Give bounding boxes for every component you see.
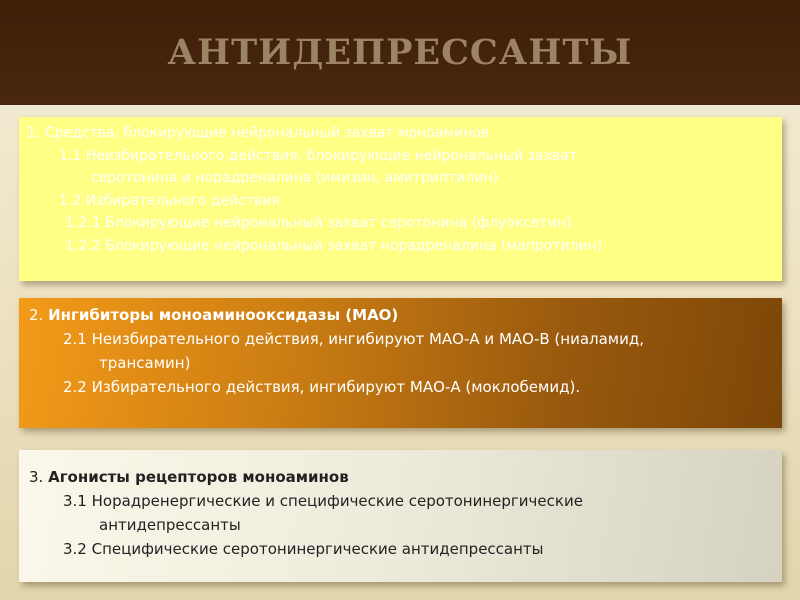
subcategory-1-1: 1.1 Неизбирательного действия, блокирующие нейрональный захват xyxy=(59,147,577,164)
subcategory-3-2: 3.2 Специфические серотонинергические антидепрессанты xyxy=(63,540,544,558)
subcategory-2-1-continued: трансамин) xyxy=(99,354,191,372)
category-block-2 xyxy=(19,298,782,428)
category-number: 2. xyxy=(29,306,49,324)
category-heading-3 xyxy=(29,465,772,489)
title-bar xyxy=(0,0,800,105)
subcategory-3-1-continued: антидепрессанты xyxy=(99,516,241,534)
category-block-1 xyxy=(19,117,782,281)
subcategory-1-2-2: 1.2.2 Блокирующие нейрональный захват норадреналина (мапротилин) xyxy=(65,237,603,254)
category-block-3 xyxy=(19,450,782,582)
subcategory-2-1: 2.1 Неизбирательного действия, ингибируют МАО-А и МАО-В (ниаламид, xyxy=(63,330,645,348)
category-title: Средства, блокирующие нейрональный захват моноаминов xyxy=(44,125,490,141)
category-number: 1. xyxy=(27,125,45,141)
category-title: Ингибиторы моноаминооксидазы (МАО) xyxy=(48,306,399,324)
subcategory-3-1: 3.1 Норадренергические и специфические серотонинергические xyxy=(63,492,583,510)
category-title: Агонисты рецепторов моноаминов xyxy=(48,468,349,486)
category-heading-1 xyxy=(27,122,772,145)
subcategory-1-1-continued: серотонина и норадреналина (имизин, амитриптилин) xyxy=(91,170,499,186)
subcategory-2-2: 2.2 Избирательного действия, ингибируют МАО-А (моклобемид). xyxy=(63,378,581,396)
page-title: АНТИДЕПРЕССАНТЫ xyxy=(167,32,633,73)
category-number: 3. xyxy=(29,468,49,486)
subcategory-1-2: 1.2 Избирательного действия xyxy=(59,192,280,209)
category-heading-2 xyxy=(29,303,772,327)
subcategory-1-2-1: 1.2.1 Блокирующие нейрональный захват серотонина (флуоксетин) xyxy=(65,215,572,231)
